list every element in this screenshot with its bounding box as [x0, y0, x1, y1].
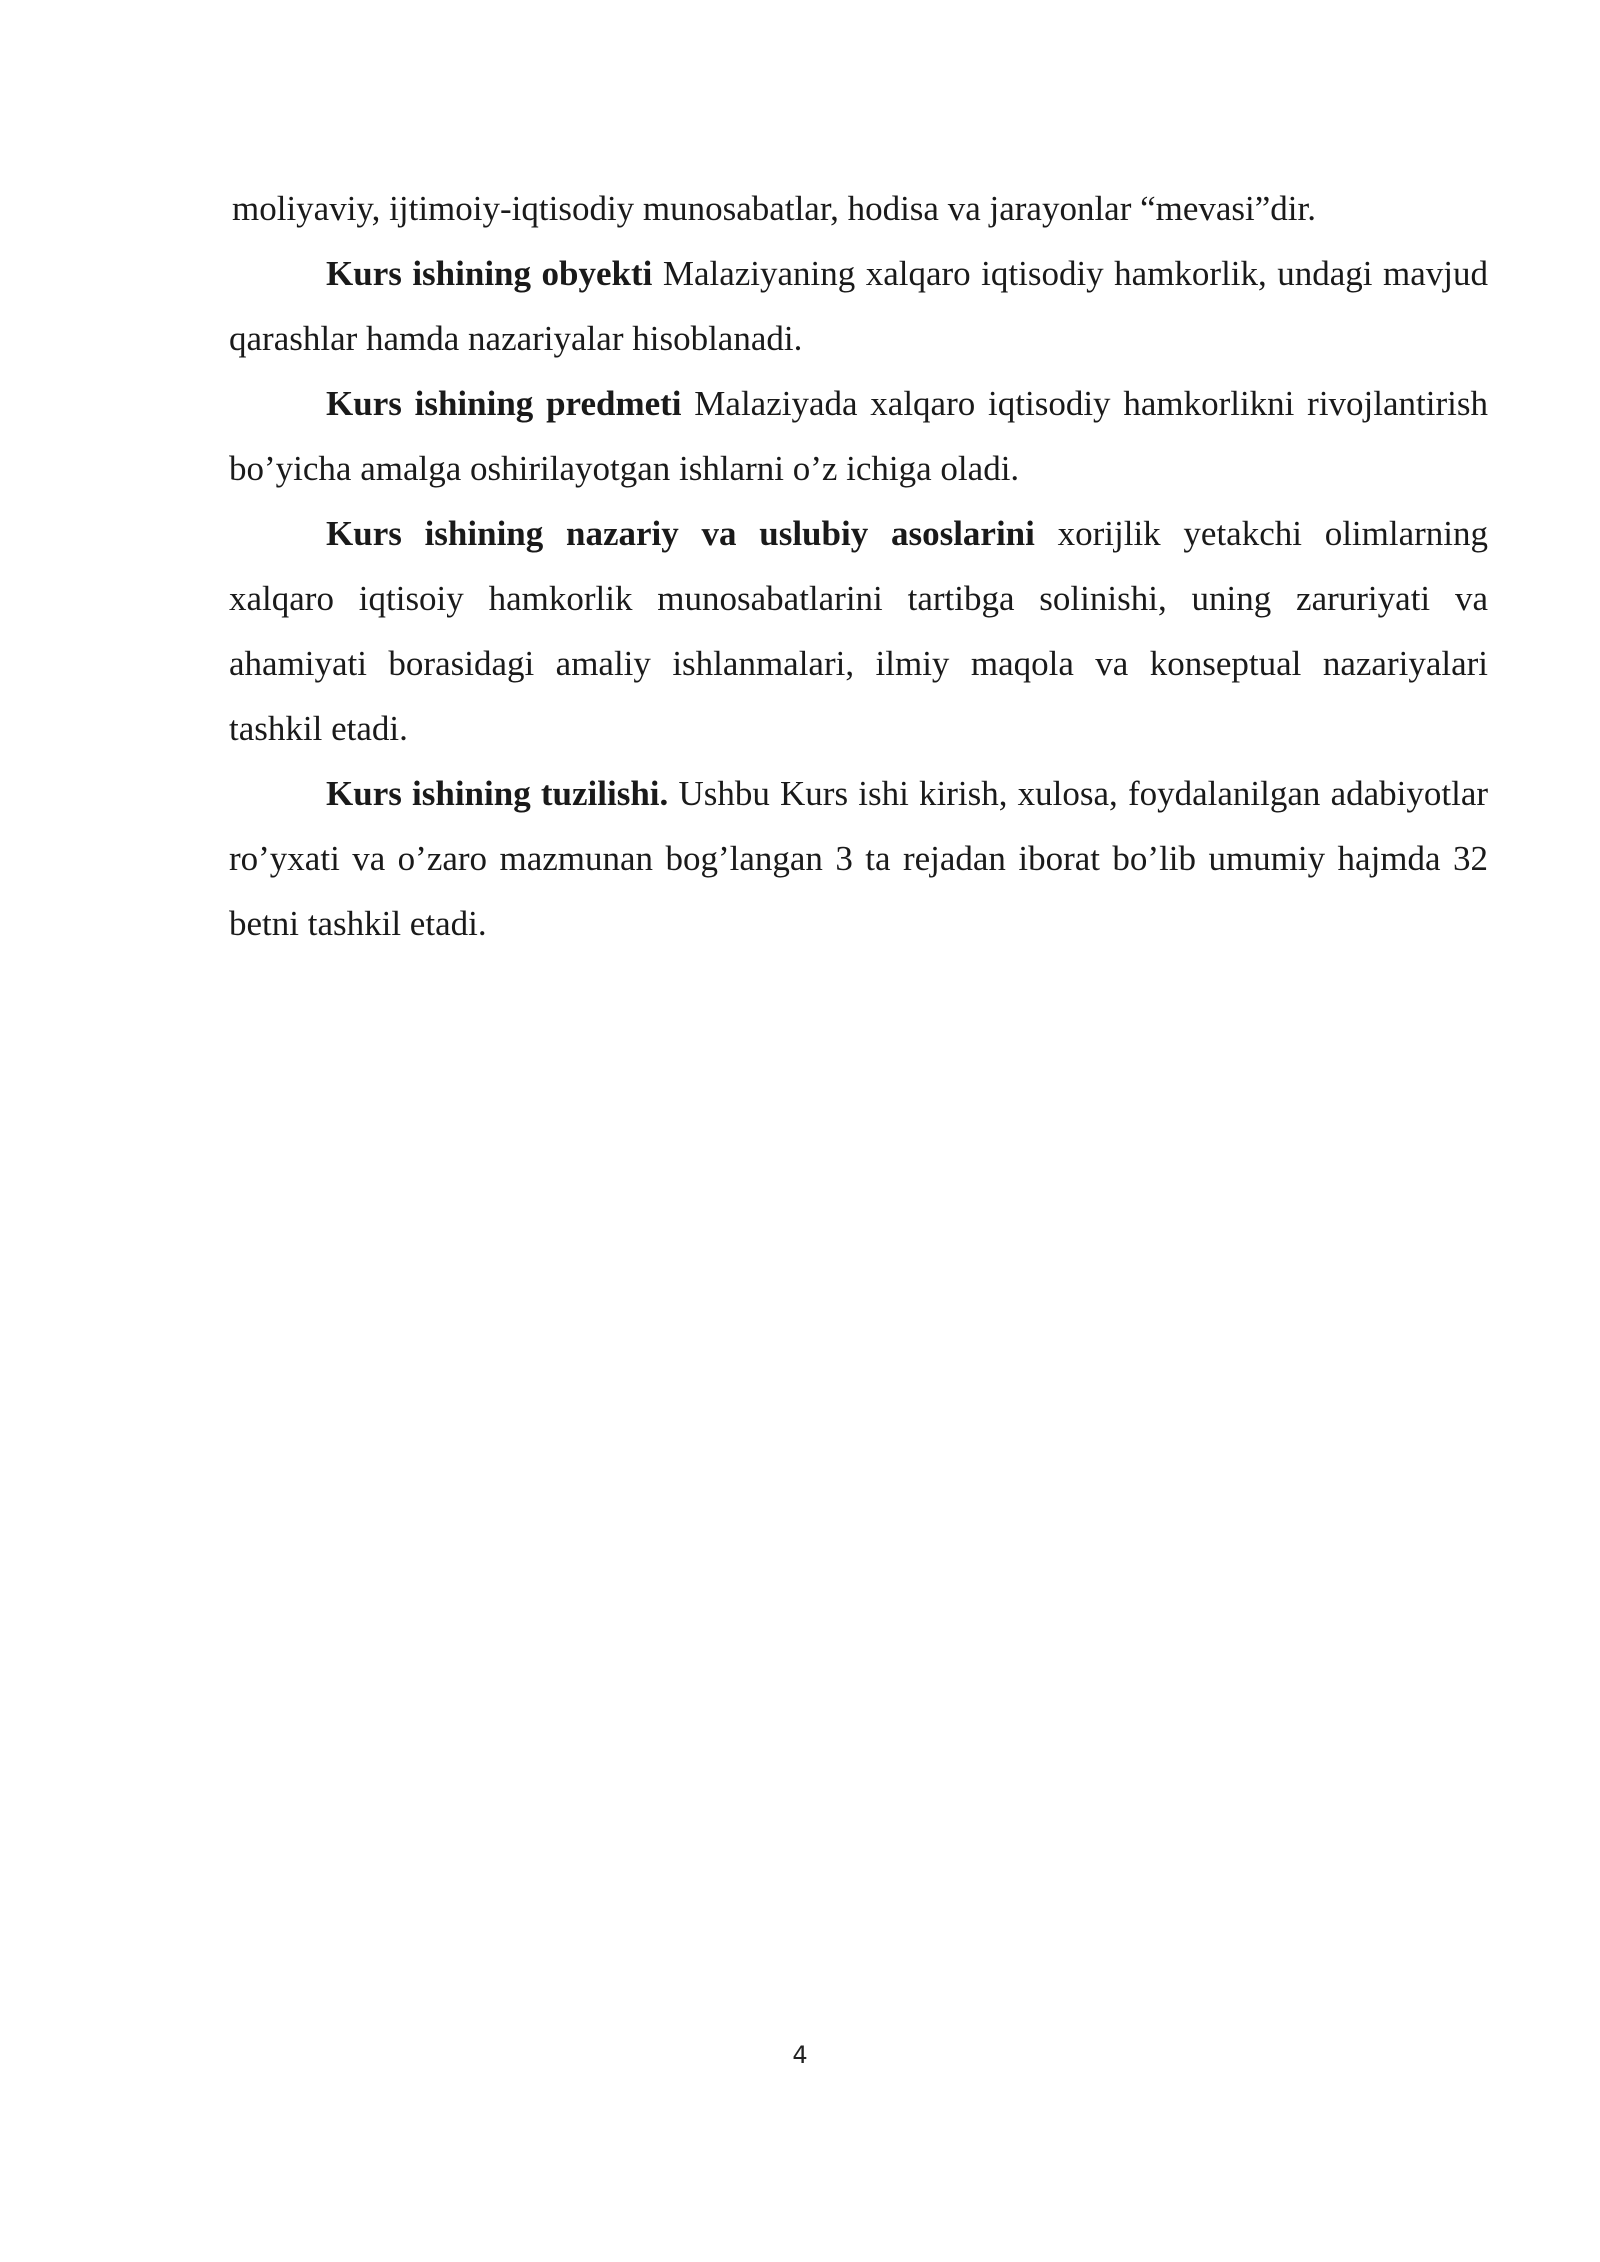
paragraph-foundations: [229, 501, 1488, 761]
paragraph-lead: Kurs ishining nazariy va uslubiy asoslarini: [326, 514, 1035, 553]
paragraph-text: xorijlik yetakchi olimlarning xalqaro iqtisoiy hamkorlik munosabatlarini tartibga solinishi, uning zaruriyati va ahamiyati borasidagi amaliy ishlanmalari, ilmiy maqola va konseptual nazariyalari tashkil etadi.: [229, 514, 1489, 748]
paragraph-lead: Kurs ishining predmeti: [326, 384, 682, 423]
paragraph-text: moliyaviy, ijtimoiy-iqtisodiy munosabatlar, hodisa va jarayonlar “mevasi”dir.: [232, 189, 1317, 228]
page-number: 4: [792, 2041, 808, 2069]
document-body: [229, 176, 1488, 956]
paragraph-text: Malaziyada xalqaro iqtisodiy hamkorlikni rivojlantirish bo’yicha amalga oshirilayotgan ishlarni o’z ichiga oladi.: [229, 384, 1488, 488]
paragraph-lead: Kurs ishining tuzilishi.: [326, 774, 669, 813]
paragraph-text: Ushbu Kurs ishi kirish, xulosa, foydalanilgan adabiyotlar ro’yxati va o’zaro mazmunan bog’langan 3 ta rejadan iborat bo’lib umumiy hajmda 32 betni tashkil etadi.: [229, 774, 1489, 943]
paragraph-lead: Kurs ishining obyekti: [326, 254, 653, 293]
paragraph-text: Malaziyaning xalqaro iqtisodiy hamkorlik, undagi mavjud qarashlar hamda nazariyalar hisoblanadi.: [229, 254, 1488, 358]
paragraph-subject: [229, 371, 1488, 501]
paragraph-object: [229, 241, 1488, 371]
paragraph-structure: [229, 761, 1488, 956]
paragraph-continuation: [229, 176, 1488, 241]
